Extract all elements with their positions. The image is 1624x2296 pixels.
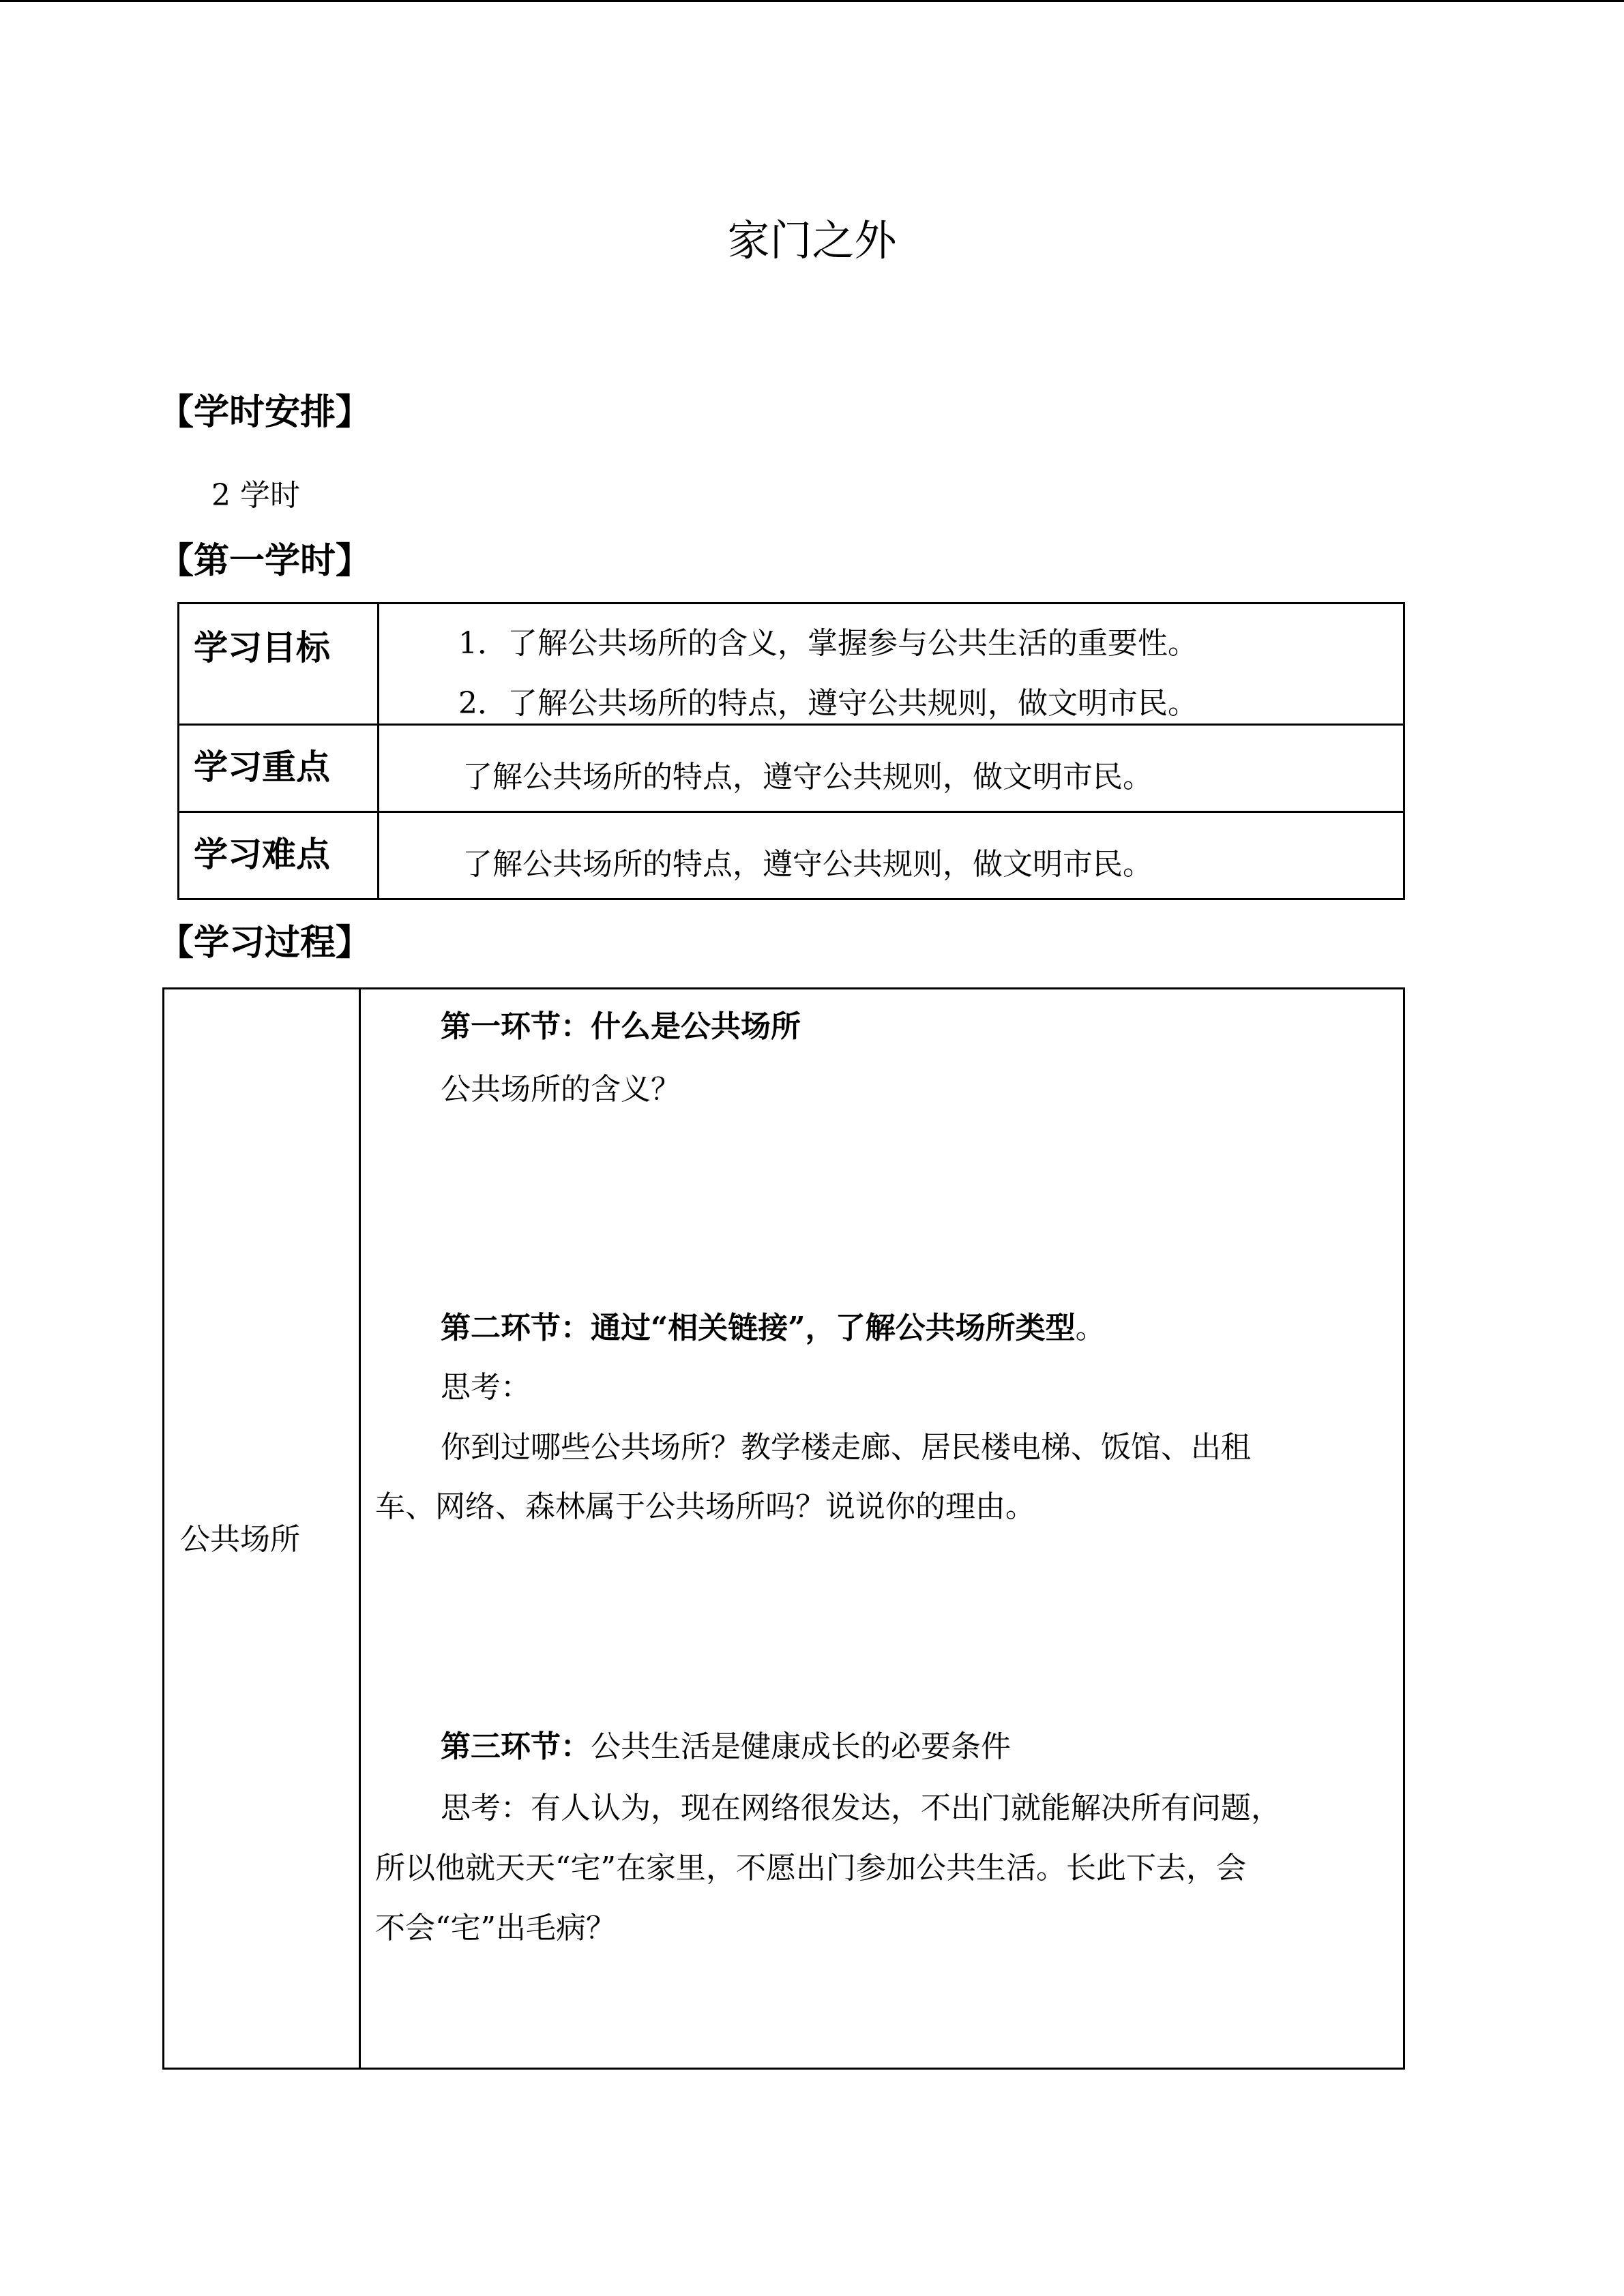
section3-title [441,1727,1011,1768]
goal-item: 2．了解公共场所的特点，遵守公共规则，做文明市民。 [458,686,1198,721]
process-left-label: 公共场所 [180,1522,300,1557]
process-table-divider [359,987,361,2070]
section2-think: 思考： [441,1370,531,1405]
heading-process: 【学习过程】 [158,923,372,964]
difficult-text: 了解公共场所的特点，遵守公共规则，做文明市民。 [462,847,1153,882]
section2-title-bold: 第二环节：通过“相关链接”，了解公共场所类型 [441,1311,1076,1345]
section2-line: 你到过哪些公共场所？教学楼走廊、居民楼电梯、饭馆、出租 [441,1430,1251,1465]
process-table [162,987,1405,2070]
heading-first-period: 【第一学时】 [158,541,372,582]
section3-title-rest: 公共生活是健康成长的必要条件 [591,1729,1011,1764]
section3-line: 思考：有人认为，现在网络很发达，不出门就能解决所有问题， [441,1791,1281,1825]
goals-label: 学习目标 [194,628,330,668]
section3-title-bold: 第三环节： [441,1729,591,1764]
section2-title-end: 。 [1075,1311,1106,1345]
difficult-label: 学习难点 [194,835,330,874]
goals-table-rule [177,811,1405,813]
section3-line: 所以他就天天“宅”在家里，不愿出门参加公共生活。长此下去，会 [375,1851,1246,1885]
heading-schedule: 【学时安排】 [158,392,372,433]
page-title: 家门之外 [727,215,897,265]
section1-question: 公共场所的含义？ [441,1072,681,1107]
section2-title [441,1308,1106,1349]
page-top-border [0,0,1624,2]
key-label: 学习重点 [194,747,330,787]
section1-title: 第一环节：什么是公共场所 [441,1009,801,1044]
key-text: 了解公共场所的特点，遵守公共规则，做文明市民。 [462,760,1153,794]
goal-item: 1．了解公共场所的含义，掌握参与公共生活的重要性。 [458,626,1198,661]
goals-table-divider [377,602,379,900]
schedule-text: 2 学时 [211,478,300,513]
section2-line: 车、网络、森林属于公共场所吗？说说你的理由。 [375,1489,1035,1524]
section3-line: 不会“宅”出毛病？ [375,1911,616,1945]
